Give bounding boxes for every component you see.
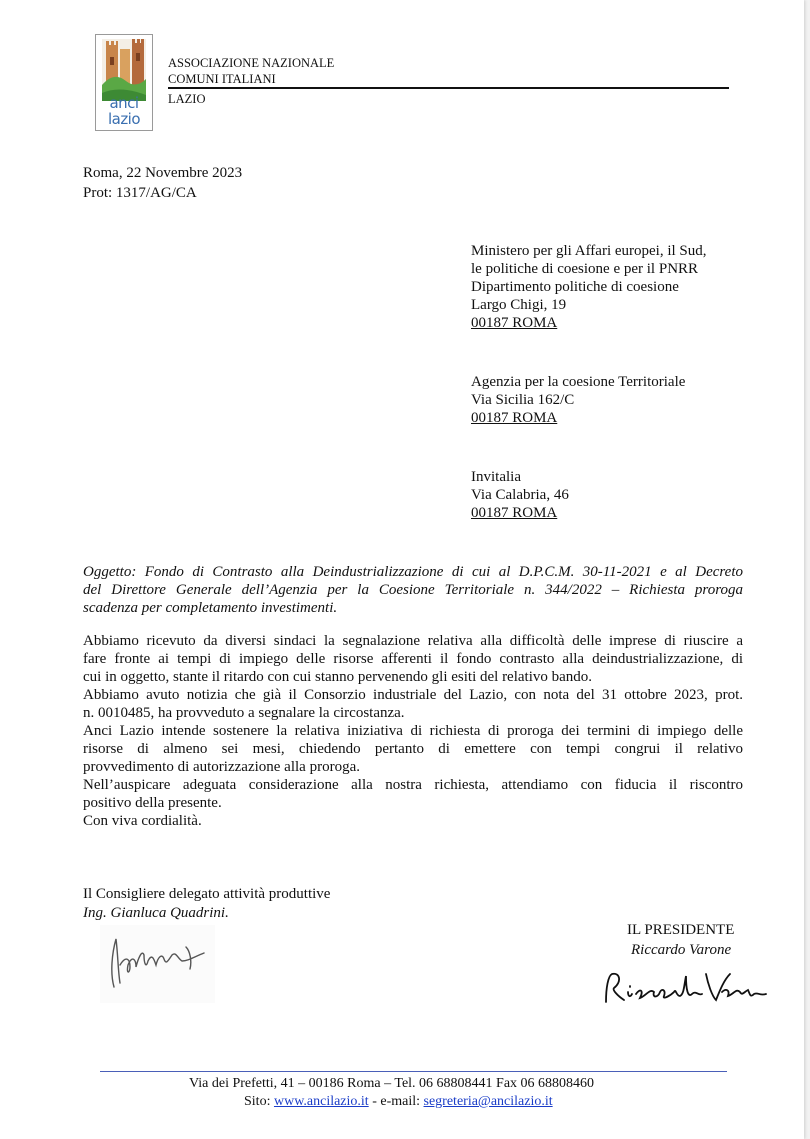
recipient-city: 00187 ROMA xyxy=(471,315,558,331)
footer-contacts xyxy=(244,1093,553,1110)
left-signature-image xyxy=(100,925,215,1003)
body-line: n. 0010485, ha provveduto a segnalare la circostanza. xyxy=(83,705,405,721)
anci-lazio-logo xyxy=(95,34,153,131)
recipient-line: Dipartimento politiche di coesione xyxy=(471,279,679,295)
recipient-block-2 xyxy=(471,373,685,427)
recipient-city: 00187 ROMA xyxy=(471,410,558,426)
protocol-number: Prot: 1317/AG/CA xyxy=(83,185,197,201)
body-line: Abbiamo ricevuto da diversi sindaci la segnalazione relativa alla difficoltà delle imprese di riuscire a xyxy=(83,633,743,649)
body-line: positivo della presente. xyxy=(83,795,222,811)
recipient-line: Via Calabria, 46 xyxy=(471,487,569,503)
president-signature xyxy=(600,966,770,1015)
header-rule xyxy=(168,87,729,89)
recipient-line: Invitalia xyxy=(471,469,521,485)
email-link[interactable]: segreteria@ancilazio.it xyxy=(423,1094,553,1109)
recipient-block-3 xyxy=(471,468,569,522)
recipient-city: 00187 ROMA xyxy=(471,505,558,521)
body-line: risorse di almeno sei mesi, chiedendo pertanto di emettere con tempi congrui il relativo xyxy=(83,741,743,757)
body-line: fare fronte ai tempi di impiego delle risorse afferenti il fondo contrasto alla deindustrializzazione, di xyxy=(83,651,743,667)
logo-text-lazio: lazio xyxy=(107,110,141,128)
org-name-line-3: LAZIO xyxy=(168,92,206,106)
president-name: Riccardo Varone xyxy=(631,942,732,958)
president-signature-icon xyxy=(600,966,770,1010)
logo-text-anci: anci xyxy=(109,94,139,112)
subject-block xyxy=(83,563,743,617)
president-title: IL PRESIDENTE xyxy=(627,922,735,938)
body-line: Anci Lazio intende sostenere la relativa iniziativa di richiesta di proroga dei termini di impiego delle xyxy=(83,723,743,739)
recipient-line: le politiche di coesione e per il PNRR xyxy=(471,261,699,277)
handwritten-signature-icon xyxy=(100,925,215,1003)
subject-line: del Direttore Generale dell’Agenzia per la Coesione Territoriale n. 344/2022 – Richiesta proroga xyxy=(83,582,743,598)
body-line: provvedimento di autorizzazione alla proroga. xyxy=(83,759,360,775)
recipient-line: Agenzia per la coesione Territoriale xyxy=(471,374,686,390)
org-name-line-1: ASSOCIAZIONE NAZIONALE xyxy=(168,56,335,70)
footer-rule xyxy=(100,1071,727,1072)
body-line: Abbiamo avuto notizia che già il Consorzio industriale del Lazio, con nota del 31 ottobre 2023, prot. xyxy=(83,687,743,703)
footer-address: Via dei Prefetti, 41 – 00186 Roma – Tel. 06 68808441 Fax 06 68808460 xyxy=(189,1076,595,1091)
site-label: Sito: xyxy=(244,1094,271,1109)
letter-body xyxy=(83,632,743,830)
recipient-line: Via Sicilia 162/C xyxy=(471,392,575,408)
place-date: Roma, 22 Novembre 2023 xyxy=(83,165,243,181)
body-line: Con viva cordialità. xyxy=(83,813,202,829)
left-signatory-name: Ing. Gianluca Quadrini. xyxy=(83,905,229,921)
left-signatory-role: Il Consigliere delegato attività produttive xyxy=(83,886,331,902)
recipient-block-1 xyxy=(471,242,707,332)
subject-line: Oggetto: Fondo di Contrasto alla Deindustrializzazione di cui al D.P.C.M. 30-11-2021 e al Decreto xyxy=(83,564,743,580)
recipient-line: Ministero per gli Affari europei, il Sud, xyxy=(471,243,707,259)
body-line: Nell’auspicare adeguata considerazione alla nostra richiesta, attendiamo con fiducia il riscontro xyxy=(83,777,743,793)
subject-line: scadenza per completamento investimenti. xyxy=(83,600,338,616)
body-line: cui in oggetto, stante il ritardo con cui stanno pervenendo gli esiti del relativo bando. xyxy=(83,669,593,685)
org-name-line-2: COMUNI ITALIANI xyxy=(168,72,276,86)
website-link[interactable]: www.ancilazio.it xyxy=(273,1094,369,1109)
email-label: - e-mail: xyxy=(372,1094,421,1109)
recipient-line: Largo Chigi, 19 xyxy=(471,297,567,313)
